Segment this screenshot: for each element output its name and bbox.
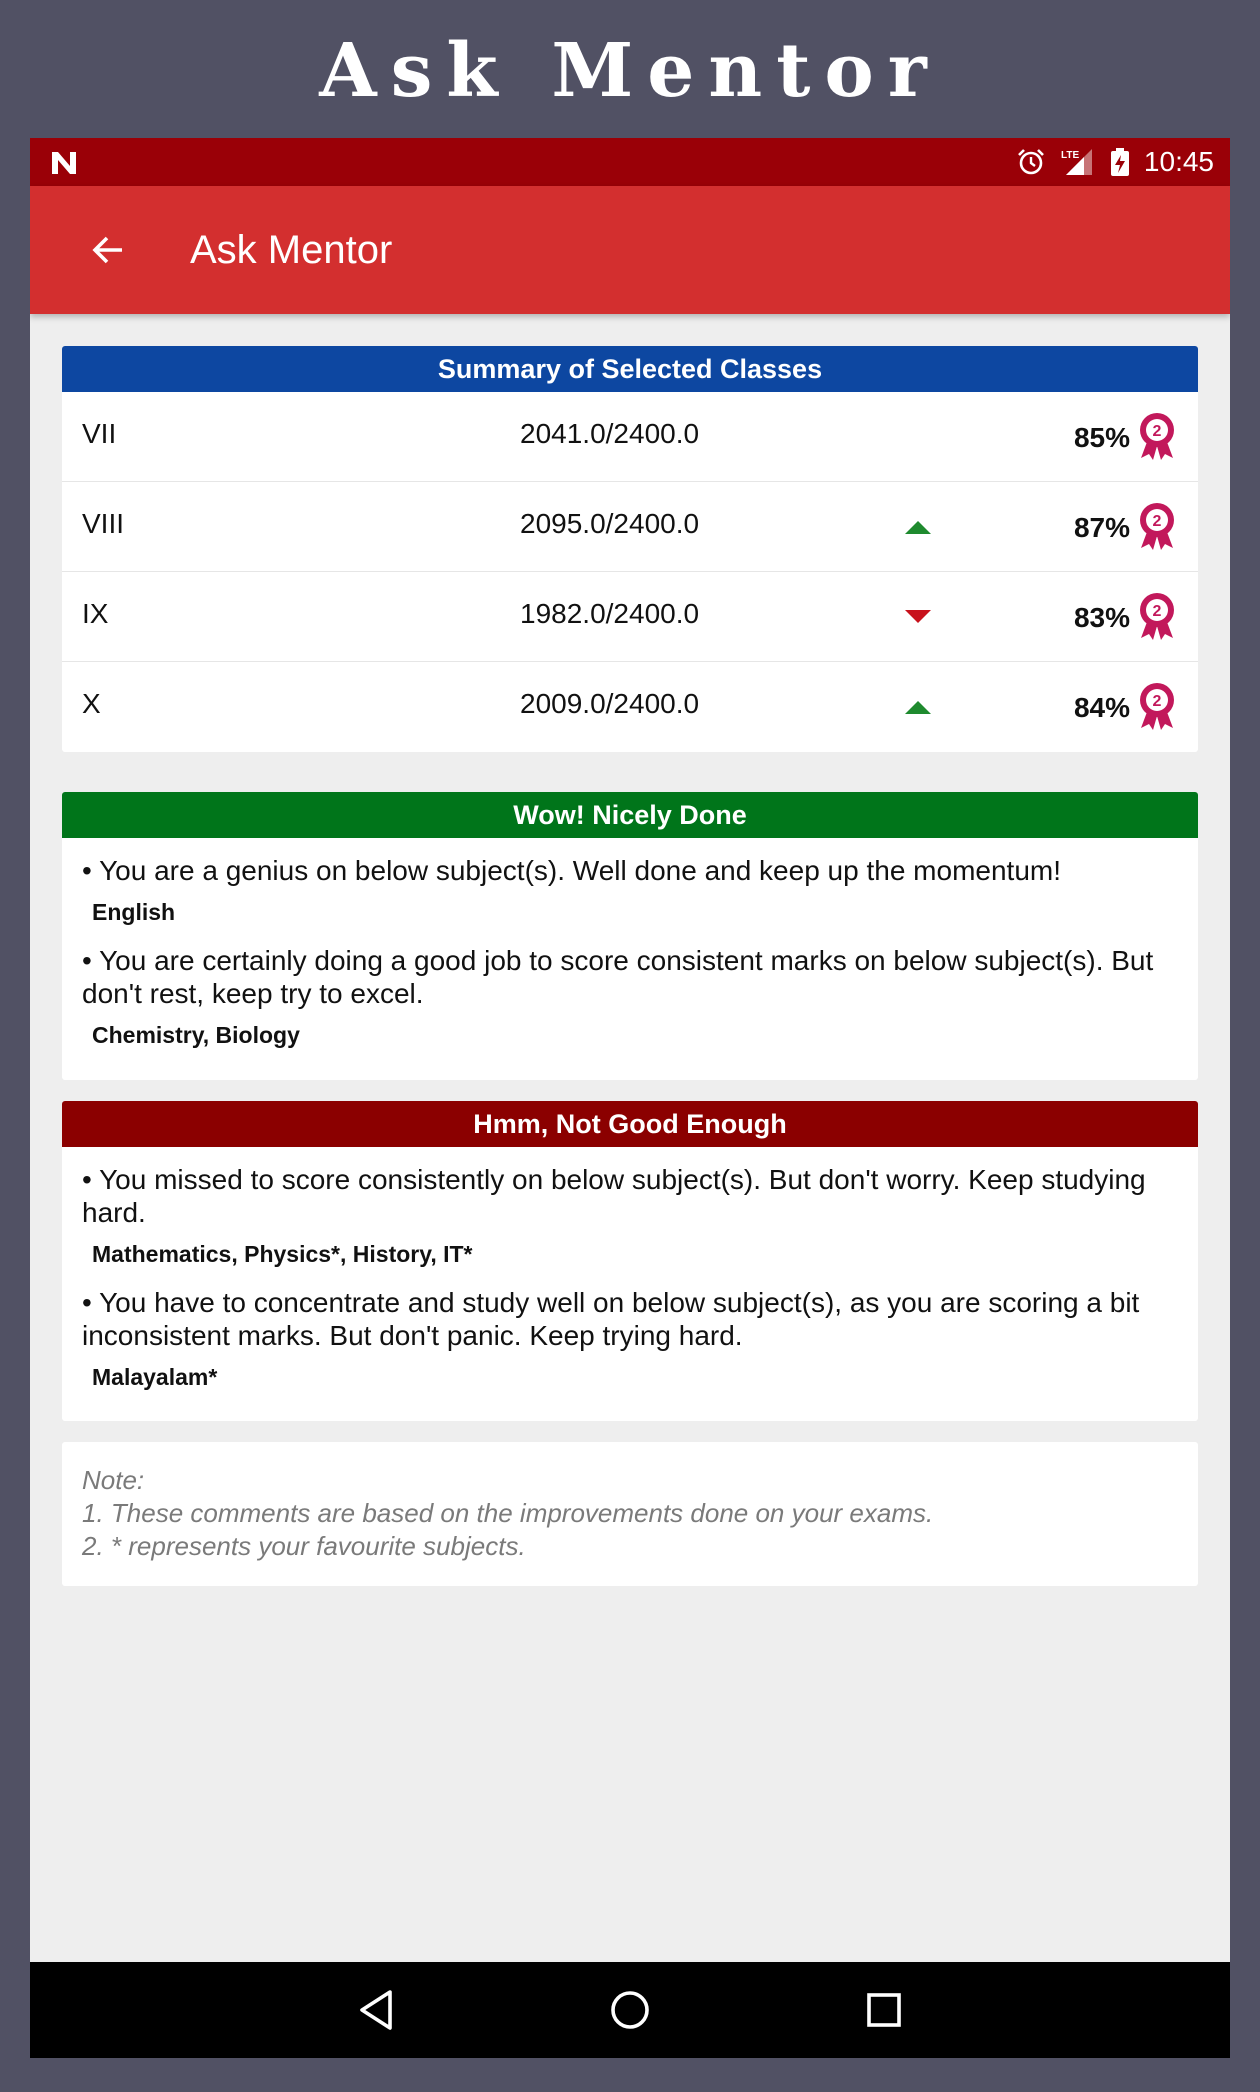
back-button[interactable] [80, 222, 136, 278]
subject-list: Chemistry, Biology [92, 1022, 300, 1048]
praise-message: • You are a genius on below subject(s). Well done and keep up the momentum! [82, 855, 1062, 886]
status-time: 10:45 [1143, 146, 1214, 177]
triangle-up-icon [904, 518, 932, 536]
note-line: 1. These comments are based on the improvements done on your exams. [82, 1498, 934, 1528]
nav-home-icon [609, 1989, 651, 2031]
percent-value: 84% [1073, 692, 1130, 723]
nav-back-icon [356, 1989, 396, 2031]
summary-row [62, 662, 1198, 752]
banner-title: Ask Mentor [319, 28, 941, 114]
navigation-bar [30, 1962, 1230, 2058]
warning-message: • You have to concentrate and study well on below subject(s), as you are scoring a bit inconsistent marks. But don't panic. Keep trying hard. [82, 1287, 1140, 1351]
svg-text:2: 2 [1152, 513, 1162, 530]
nicely-done-card [62, 792, 1198, 1080]
alarm-clock-icon [1016, 147, 1046, 177]
summary-header: Summary of Selected Classes [62, 346, 1198, 392]
percent-value: 85% [1073, 422, 1130, 453]
summary-card [62, 346, 1198, 752]
arrow-back-icon [90, 232, 126, 268]
warning-message: • You missed to score consistently on below subject(s). But don't worry. Keep studying hard. [82, 1164, 1146, 1228]
award-ribbon-icon [1138, 592, 1176, 640]
praise-message: • You are certainly doing a good job to score consistent marks on below subject(s). But don't rest, keep try to excel. [82, 945, 1154, 1009]
nav-recents-icon [865, 1991, 903, 2029]
award-ribbon-icon [1138, 412, 1176, 460]
not-good-header: Hmm, Not Good Enough [62, 1101, 1198, 1147]
score-value: 2095.0/2400.0 [520, 508, 700, 539]
triangle-down-icon [904, 608, 932, 626]
nav-recents-button[interactable] [860, 1986, 908, 2034]
summary-row [62, 392, 1198, 482]
subject-list: English [92, 899, 176, 925]
class-label: VIII [82, 508, 125, 539]
note-title: Note: [82, 1465, 145, 1495]
nav-back-button[interactable] [352, 1986, 400, 2034]
status-icons [1016, 138, 1214, 186]
subject-list: Mathematics, Physics*, History, IT* [92, 1241, 473, 1267]
triangle-up-icon [904, 698, 932, 716]
subject-list: Malayalam* [92, 1364, 218, 1390]
svg-text:2: 2 [1152, 693, 1162, 710]
notification-n-icon [50, 150, 78, 176]
nav-home-button[interactable] [606, 1986, 654, 2034]
svg-text:LTE: LTE [1060, 150, 1080, 161]
percent-value: 83% [1073, 602, 1130, 633]
class-label: VII [82, 418, 117, 449]
battery-charging-icon [1110, 147, 1130, 177]
score-value: 2041.0/2400.0 [520, 418, 700, 449]
class-label: IX [82, 598, 109, 629]
summary-row [62, 482, 1198, 572]
status-bar [30, 138, 1230, 186]
summary-row [62, 572, 1198, 662]
award-ribbon-icon [1138, 502, 1176, 550]
page-title: Ask Mentor [190, 228, 393, 272]
score-value: 2009.0/2400.0 [520, 688, 700, 719]
nicely-done-header: Wow! Nicely Done [62, 792, 1198, 838]
score-value: 1982.0/2400.0 [520, 598, 700, 629]
lte-signal-icon [1060, 147, 1096, 177]
svg-text:2: 2 [1152, 603, 1162, 620]
percent-value: 87% [1073, 512, 1130, 543]
phone-screen [30, 138, 1230, 2058]
not-good-card [62, 1101, 1198, 1421]
note-line: 2. * represents your favourite subjects. [82, 1531, 526, 1561]
app-bar [30, 186, 1230, 314]
award-ribbon-icon [1138, 682, 1176, 730]
class-label: X [82, 688, 101, 719]
svg-text:2: 2 [1152, 423, 1162, 440]
note-card [62, 1442, 1198, 1586]
